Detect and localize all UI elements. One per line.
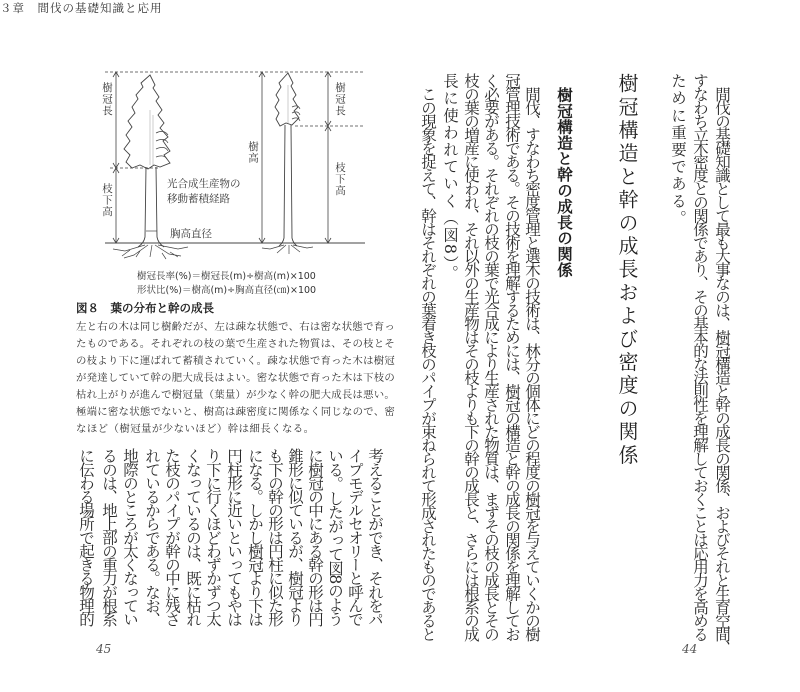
body-column: イプモデルセオリーと呼んで [346,448,364,625]
pathway-label-line1: 光合成生産物の [167,178,241,190]
page-number-right: 44 [682,642,698,656]
body-column: れているからである。なお、 [143,448,161,625]
body-column: になる。しかし樹冠より下は [246,448,264,625]
pathway-label-line2: 移動蓄積経路 [167,193,230,205]
page-number-left: 45 [96,642,112,656]
crown-length-label-right: 樹冠長 [334,82,346,117]
section-heading: 樹冠構造と幹の成長および密度の関係 [615,73,639,468]
running-head: ３章 間伐の基礎知識と応用 [0,1,163,15]
intro-column: すなわち立木密度との関係であり、その基本的な法則性を理解しておくことは応用力を高める [691,73,709,640]
body-column: 枝の葉の増産に使われ、それ以外の生産物はその枝よりも下の幹の成長と、さらには根系の成 [462,73,480,640]
clear-bole-label-right: 枝下高 [334,162,346,197]
tree-height-arrow [259,72,265,243]
body-column: た枝のパイプが幹の中に残さ [163,448,181,625]
left-tree-roots [113,245,188,259]
formula-shape-ratio: 形状比(%)＝樹高(m)÷胸高直径(㎝)×100 [137,285,317,296]
intro-column: 間伐の基礎知識として最も大事なのは、樹冠構造と幹の成長の関係、およびそれと生育空間、 [713,73,731,654]
figure-title: 図８ 葉の分布と幹の成長 [76,301,214,315]
right-tree-trunk [279,125,297,246]
caption-line: 極端に密な状態でないと、樹高は疎密度に関係なく同じなので、密 [76,406,395,418]
caption-line: の枝より下に運ばれて蓄積されていく。疎な状態で育った木は樹冠 [76,355,395,367]
body-column: この現象を捉えて、幹はそれぞれの葉着き枝のパイプが束ねられて形成されたものであると [419,73,437,640]
body-column: に伝わる場所で起きる物理的 [77,448,95,625]
body-column: 地際のところが太くなってい [121,448,139,625]
formula-crown-ratio: 樹冠長率(%)＝樹冠長(m)÷樹高(m)×100 [137,271,316,282]
right-dimension-arrows [325,72,331,243]
body-column: るのは、地上部の重力が根系 [100,448,118,625]
body-column: 考えることができ、それをパ [366,448,384,625]
caption-line: が発達していて幹の肥大成長はよい。密な状態で育った木は下枝の [76,372,395,384]
caption-line: 左と右の木は同じ樹齢だが、左は疎な状態で、右は密な状態で育っ [76,321,395,333]
subheading: 樹冠構造と幹の成長の関係 [555,87,573,278]
body-column: り下に行くほどわずかずつ太 [204,448,222,625]
body-column: 錐形に似ているが、樹冠より [286,448,304,625]
left-tree-trunk [138,167,164,247]
caption-line: たものである。それぞれの枝の葉で生産された物質は、その枝とそ [76,338,395,350]
body-column: も下の幹の形は円柱に似た形 [266,448,284,625]
body-column: いる。したがって図8のよう [326,448,344,625]
caption-line: 枯れ上がりが進んで樹冠量（葉量）が少なく幹の肥大成長は悪い。 [76,389,395,401]
left-tree-crown [124,75,170,169]
tree-height-label: 樹高 [247,141,259,164]
left-dimension-arrows [113,72,119,243]
body-column: 間伐、すなわち密度管理と選木の技術は、林分の個体にどの程度の樹冠を与えていくかの樹 [523,73,541,640]
body-column: 長に使われていく（図8）。 [441,73,459,282]
body-column: 冠管理技術である。その技術を理解するためには、樹冠の構造と幹の成長の関係を理解してお [503,73,521,640]
clear-bole-label-left: 枝下高 [101,183,113,218]
dbh-label: 胸高直径 [170,228,212,240]
crown-length-label-left: 樹冠長 [101,82,113,117]
body-column: く必要がある。それぞれの枝の葉で光合成により生産された物質は、まずその枝の成長とその [482,73,500,640]
intro-column: ために重要である。 [669,73,687,227]
caption-line: なほど（樹冠量が少ないほど）幹は細長くなる。 [76,423,315,435]
body-column: 円柱形に近いといってもやは [225,448,243,625]
body-column: くなっているのは、既に枯れ [184,448,202,625]
body-column: に樹冠の中にある幹の形は円 [306,448,324,625]
right-tree-roots [262,245,313,254]
